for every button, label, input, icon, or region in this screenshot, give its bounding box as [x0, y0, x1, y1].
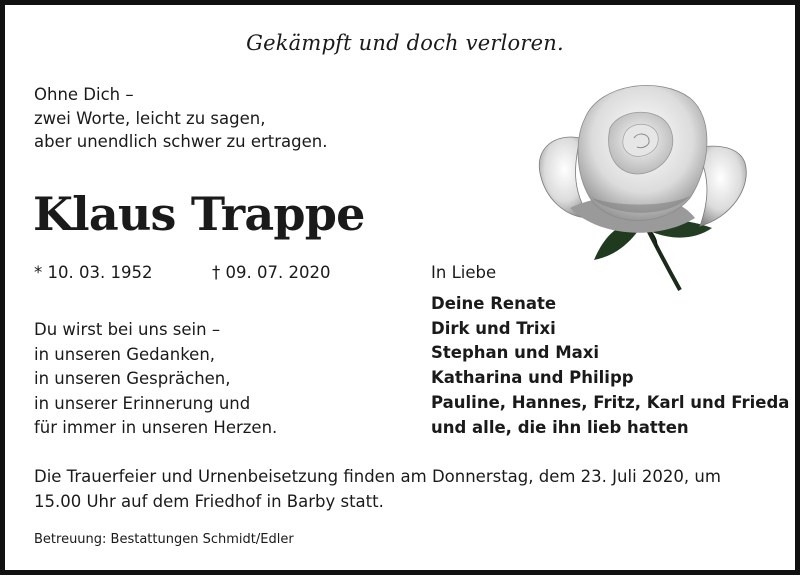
verse-line: Du wirst bei uns sein –	[34, 320, 221, 339]
verse-line: in unseren Gedanken,	[34, 344, 216, 364]
mourner-line: Pauline, Hannes, Fritz, Karl und Frieda	[431, 392, 790, 412]
birth-date: * 10. 03. 1952	[34, 263, 153, 282]
motto: Gekämpft und doch verloren.	[246, 31, 564, 55]
verse-line: in unseren Gesprächen,	[34, 369, 231, 388]
funeral-home-credit: Betreuung: Bestattungen Schmidt/Edler	[34, 532, 294, 547]
notice-line: Die Trauerfeier und Urnenbeisetzung finden am Donnerstag, dem 23. Juli 2020, um	[34, 467, 721, 486]
mourner-line: und alle, die ihn lieb hatten	[431, 417, 689, 437]
verse-line: in unserer Erinnerung und	[34, 393, 251, 413]
intro-verse	[34, 83, 328, 154]
mourners-list	[431, 292, 789, 440]
mourner-line: Katharina und Philipp	[431, 368, 634, 388]
white-rose-icon	[530, 78, 755, 293]
notice-line: 15.00 Uhr auf dem Friedhof in Barby statt.	[34, 492, 384, 511]
verse-line: für immer in unseren Herzen.	[34, 418, 278, 437]
deceased-name: Klaus Trappe	[33, 187, 365, 241]
in-liebe-label: In Liebe	[431, 263, 497, 282]
intro-line: Ohne Dich –	[34, 85, 134, 104]
death-date: † 09. 07. 2020	[212, 263, 331, 282]
intro-line: aber unendlich schwer zu ertragen.	[34, 132, 328, 151]
memorial-verse	[34, 318, 277, 441]
funeral-notice	[34, 464, 784, 514]
intro-line: zwei Worte, leicht zu sagen,	[34, 108, 266, 128]
mourner-line: Dirk und Trixi	[431, 318, 556, 338]
mourner-line: Deine Renate	[431, 294, 557, 313]
mourner-line: Stephan und Maxi	[431, 343, 600, 363]
